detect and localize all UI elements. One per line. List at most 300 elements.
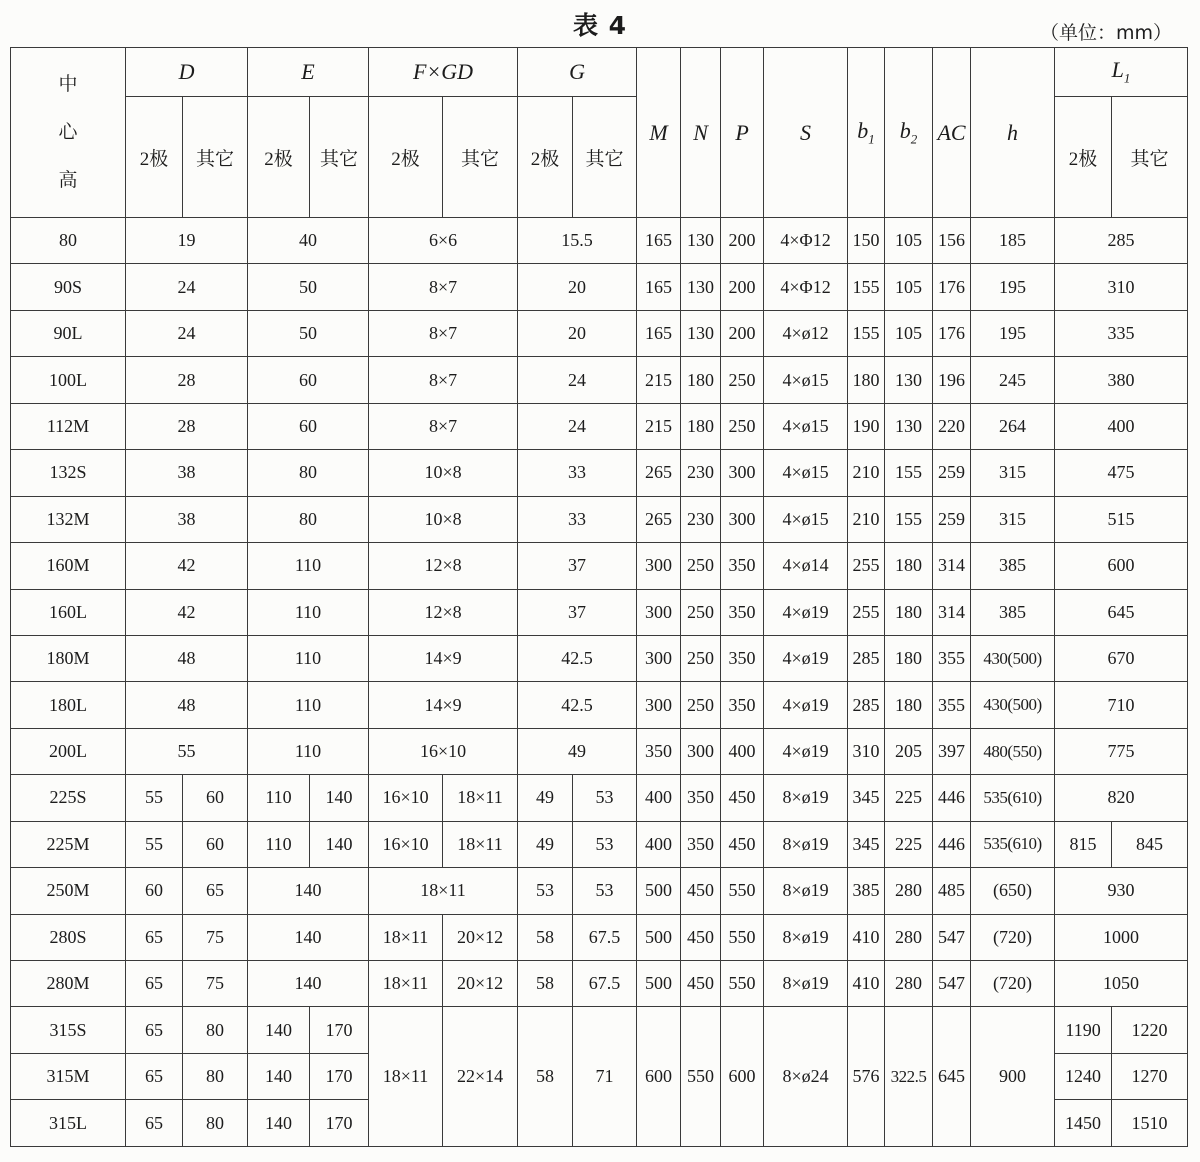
- cell-D-2pole: 55: [126, 821, 183, 867]
- cell-G-2pole: 53: [518, 868, 573, 914]
- cell-b1: 255: [848, 589, 885, 635]
- cell-N: 180: [681, 357, 721, 403]
- cell-P: 200: [721, 264, 764, 310]
- cell-L1: 670: [1055, 635, 1188, 681]
- cell-L1: 515: [1055, 496, 1188, 542]
- table-row: [11, 821, 1188, 867]
- cell-D-other: 60: [183, 821, 248, 867]
- cell-b2: 130: [885, 357, 933, 403]
- table-row: [11, 589, 1188, 635]
- cell-S: 4×ø15: [764, 403, 848, 449]
- header-b1: $b_1$: [848, 48, 885, 218]
- cell-N: 130: [681, 310, 721, 356]
- cell-height: 160L: [11, 589, 126, 635]
- cell-S: 4×Φ12: [764, 218, 848, 264]
- header-D-2pole: 2极: [126, 97, 183, 218]
- cell-E: 50: [248, 264, 369, 310]
- cell-P: 200: [721, 218, 764, 264]
- cell-N: 450: [681, 961, 721, 1007]
- cell-AC: 314: [933, 589, 971, 635]
- cell-h: 315: [971, 496, 1055, 542]
- cell-FGD: 10×8: [369, 496, 518, 542]
- cell-b1: 180: [848, 357, 885, 403]
- cell-M: 165: [637, 310, 681, 356]
- cell-b2: 225: [885, 821, 933, 867]
- cell-D: 42: [126, 543, 248, 589]
- header-G-other: 其它: [573, 97, 637, 218]
- cell-E-other: 170: [310, 1053, 369, 1099]
- cell-G: 15.5: [518, 218, 637, 264]
- table-row: [11, 543, 1188, 589]
- cell-N: 250: [681, 635, 721, 681]
- cell-AC: 156: [933, 218, 971, 264]
- cell-M: 165: [637, 264, 681, 310]
- cell-height: 90L: [11, 310, 126, 356]
- cell-FGD: 12×8: [369, 543, 518, 589]
- cell-E: 140: [248, 914, 369, 960]
- table-row: [11, 310, 1188, 356]
- cell-S: 4×Φ12: [764, 264, 848, 310]
- cell-N: 180: [681, 403, 721, 449]
- cell-D-other: 80: [183, 1007, 248, 1053]
- cell-b1: 155: [848, 264, 885, 310]
- cell-h: 315: [971, 450, 1055, 496]
- cell-E-2pole: 110: [248, 821, 310, 867]
- cell-L1: 285: [1055, 218, 1188, 264]
- cell-h: 430(500): [971, 682, 1055, 728]
- cell-D-other: 60: [183, 775, 248, 821]
- cell-E: 140: [248, 868, 369, 914]
- cell-b2: 280: [885, 868, 933, 914]
- cell-FGD-2pole: 18×11: [369, 1007, 443, 1147]
- cell-FGD: 8×7: [369, 403, 518, 449]
- cell-b2: 205: [885, 728, 933, 774]
- cell-D-2pole: 60: [126, 868, 183, 914]
- cell-P: 600: [721, 1007, 764, 1147]
- cell-P: 200: [721, 310, 764, 356]
- cell-E-other: 140: [310, 775, 369, 821]
- cell-FGD-2pole: 16×10: [369, 821, 443, 867]
- cell-S: 4×ø15: [764, 496, 848, 542]
- cell-E: 110: [248, 682, 369, 728]
- cell-h: 385: [971, 543, 1055, 589]
- cell-h: 185: [971, 218, 1055, 264]
- cell-h: 195: [971, 310, 1055, 356]
- cell-FGD-2pole: 18×11: [369, 961, 443, 1007]
- cell-D: 28: [126, 357, 248, 403]
- cell-S: 8×ø19: [764, 961, 848, 1007]
- cell-P: 450: [721, 775, 764, 821]
- cell-S: 4×ø14: [764, 543, 848, 589]
- header-h: h: [971, 48, 1055, 218]
- cell-D: 48: [126, 682, 248, 728]
- cell-G: 20: [518, 264, 637, 310]
- cell-b2: 105: [885, 218, 933, 264]
- cell-height: 112M: [11, 403, 126, 449]
- cell-L1: 600: [1055, 543, 1188, 589]
- cell-height: 180L: [11, 682, 126, 728]
- cell-P: 350: [721, 543, 764, 589]
- cell-P: 250: [721, 357, 764, 403]
- cell-height: 160M: [11, 543, 126, 589]
- cell-L1: 645: [1055, 589, 1188, 635]
- cell-S: 4×ø19: [764, 635, 848, 681]
- cell-N: 350: [681, 821, 721, 867]
- cell-L1-2pole: 815: [1055, 821, 1112, 867]
- cell-E-2pole: 140: [248, 1007, 310, 1053]
- cell-E: 140: [248, 961, 369, 1007]
- cell-G: 37: [518, 589, 637, 635]
- cell-L1-2pole: 1190: [1055, 1007, 1112, 1053]
- cell-G: 42.5: [518, 635, 637, 681]
- table-row: [11, 961, 1188, 1007]
- cell-S: 4×ø19: [764, 589, 848, 635]
- cell-E-2pole: 140: [248, 1053, 310, 1099]
- cell-D: 42: [126, 589, 248, 635]
- cell-M: 215: [637, 357, 681, 403]
- cell-E: 80: [248, 496, 369, 542]
- cell-h: 264: [971, 403, 1055, 449]
- cell-M: 300: [637, 543, 681, 589]
- cell-E: 40: [248, 218, 369, 264]
- cell-E-other: 170: [310, 1007, 369, 1053]
- cell-G-2pole: 58: [518, 1007, 573, 1147]
- header-AC: AC: [933, 48, 971, 218]
- cell-M: 300: [637, 682, 681, 728]
- cell-M: 300: [637, 635, 681, 681]
- cell-height: 280S: [11, 914, 126, 960]
- cell-b2: 155: [885, 450, 933, 496]
- cell-D: 24: [126, 310, 248, 356]
- cell-S: 8×ø24: [764, 1007, 848, 1147]
- cell-h: (650): [971, 868, 1055, 914]
- cell-b2: 105: [885, 310, 933, 356]
- cell-b2: 280: [885, 961, 933, 1007]
- cell-G-other: 53: [573, 821, 637, 867]
- cell-G: 37: [518, 543, 637, 589]
- cell-FGD: 8×7: [369, 310, 518, 356]
- cell-FGD-2pole: 18×11: [369, 914, 443, 960]
- cell-h: 195: [971, 264, 1055, 310]
- cell-P: 300: [721, 450, 764, 496]
- cell-FGD: 6×6: [369, 218, 518, 264]
- cell-E: 110: [248, 635, 369, 681]
- cell-N: 550: [681, 1007, 721, 1147]
- cell-h: 535(610): [971, 775, 1055, 821]
- cell-height: 80: [11, 218, 126, 264]
- cell-D-2pole: 65: [126, 1007, 183, 1053]
- cell-b2: 180: [885, 682, 933, 728]
- cell-L1: 820: [1055, 775, 1188, 821]
- cell-AC: 446: [933, 821, 971, 867]
- cell-L1: 310: [1055, 264, 1188, 310]
- cell-b2: 130: [885, 403, 933, 449]
- cell-P: 350: [721, 682, 764, 728]
- cell-AC: 397: [933, 728, 971, 774]
- cell-b1: 210: [848, 450, 885, 496]
- cell-N: 130: [681, 218, 721, 264]
- cell-E: 110: [248, 543, 369, 589]
- header-N: N: [681, 48, 721, 218]
- cell-height: 132M: [11, 496, 126, 542]
- cell-b2: 180: [885, 635, 933, 681]
- cell-P: 250: [721, 403, 764, 449]
- cell-M: 265: [637, 496, 681, 542]
- table-row: [11, 914, 1188, 960]
- cell-b1: 345: [848, 821, 885, 867]
- cell-h: (720): [971, 961, 1055, 1007]
- cell-AC: 446: [933, 775, 971, 821]
- cell-FGD-other: 20×12: [443, 961, 518, 1007]
- table-row: [11, 1007, 1188, 1053]
- cell-FGD: 18×11: [369, 868, 518, 914]
- header-G: G: [518, 48, 637, 97]
- cell-S: 4×ø15: [764, 357, 848, 403]
- cell-L1: 400: [1055, 403, 1188, 449]
- cell-E-other: 140: [310, 821, 369, 867]
- cell-FGD-other: 18×11: [443, 775, 518, 821]
- cell-L1: 710: [1055, 682, 1188, 728]
- header-FGD-2pole: 2极: [369, 97, 443, 218]
- cell-AC: 220: [933, 403, 971, 449]
- cell-h: 900: [971, 1007, 1055, 1147]
- cell-b1: 285: [848, 635, 885, 681]
- header-S: S: [764, 48, 848, 218]
- cell-M: 165: [637, 218, 681, 264]
- cell-M: 400: [637, 821, 681, 867]
- table-row: [11, 264, 1188, 310]
- cell-b2: 105: [885, 264, 933, 310]
- cell-P: 350: [721, 589, 764, 635]
- cell-height: 132S: [11, 450, 126, 496]
- header-L1-other: 其它: [1112, 97, 1188, 218]
- cell-G: 20: [518, 310, 637, 356]
- cell-h: 480(550): [971, 728, 1055, 774]
- cell-height: 250M: [11, 868, 126, 914]
- cell-G-other: 71: [573, 1007, 637, 1147]
- cell-M: 500: [637, 868, 681, 914]
- cell-b1: 410: [848, 961, 885, 1007]
- cell-height: 90S: [11, 264, 126, 310]
- cell-b1: 385: [848, 868, 885, 914]
- cell-FGD: 16×10: [369, 728, 518, 774]
- cell-AC: 259: [933, 496, 971, 542]
- cell-E: 110: [248, 589, 369, 635]
- cell-FGD: 10×8: [369, 450, 518, 496]
- cell-M: 215: [637, 403, 681, 449]
- cell-L1-other: 1220: [1112, 1007, 1188, 1053]
- table-row: [11, 357, 1188, 403]
- table-row: [11, 635, 1188, 681]
- header-FGD: F×GD: [369, 48, 518, 97]
- cell-L1-other: 845: [1112, 821, 1188, 867]
- cell-G: 33: [518, 450, 637, 496]
- cell-height: 315M: [11, 1053, 126, 1099]
- cell-height: 225M: [11, 821, 126, 867]
- cell-D: 28: [126, 403, 248, 449]
- table-header: [11, 48, 1188, 218]
- dimension-table: [10, 47, 1188, 1147]
- header-FGD-other: 其它: [443, 97, 518, 218]
- cell-S: 8×ø19: [764, 868, 848, 914]
- cell-height: 280M: [11, 961, 126, 1007]
- cell-b2: 155: [885, 496, 933, 542]
- cell-h: 385: [971, 589, 1055, 635]
- cell-M: 500: [637, 914, 681, 960]
- cell-G: 49: [518, 728, 637, 774]
- cell-b2: 322.5: [885, 1007, 933, 1147]
- header-E-2pole: 2极: [248, 97, 310, 218]
- cell-G-other: 53: [573, 868, 637, 914]
- cell-G: 33: [518, 496, 637, 542]
- cell-M: 400: [637, 775, 681, 821]
- cell-L1-other: 1270: [1112, 1053, 1188, 1099]
- cell-E-2pole: 110: [248, 775, 310, 821]
- center-height-header: 中 心 高: [11, 48, 126, 218]
- header-G-2pole: 2极: [518, 97, 573, 218]
- cell-D: 19: [126, 218, 248, 264]
- cell-G: 24: [518, 357, 637, 403]
- cell-S: 4×ø19: [764, 728, 848, 774]
- cell-FGD: 8×7: [369, 357, 518, 403]
- cell-AC: 314: [933, 543, 971, 589]
- cell-b2: 225: [885, 775, 933, 821]
- cell-AC: 355: [933, 635, 971, 681]
- table-title: 表 4: [572, 11, 628, 40]
- header-L1: $L_1$: [1055, 48, 1188, 97]
- cell-height: 225S: [11, 775, 126, 821]
- cell-h: 430(500): [971, 635, 1055, 681]
- cell-M: 265: [637, 450, 681, 496]
- cell-D: 24: [126, 264, 248, 310]
- cell-FGD-2pole: 16×10: [369, 775, 443, 821]
- cell-height: 315S: [11, 1007, 126, 1053]
- cell-AC: 645: [933, 1007, 971, 1147]
- unit-label: （单位：mm）: [1039, 22, 1172, 44]
- cell-b1: 190: [848, 403, 885, 449]
- cell-E: 60: [248, 357, 369, 403]
- cell-AC: 196: [933, 357, 971, 403]
- cell-b1: 210: [848, 496, 885, 542]
- cell-N: 230: [681, 450, 721, 496]
- table-row: [11, 868, 1188, 914]
- cell-D-other: 75: [183, 961, 248, 1007]
- cell-G: 42.5: [518, 682, 637, 728]
- cell-G-2pole: 58: [518, 914, 573, 960]
- table-row: [11, 775, 1188, 821]
- cell-height: 315L: [11, 1100, 126, 1147]
- cell-D-other: 80: [183, 1100, 248, 1147]
- cell-D-2pole: 65: [126, 1100, 183, 1147]
- header-E: E: [248, 48, 369, 97]
- cell-N: 250: [681, 589, 721, 635]
- cell-L1: 335: [1055, 310, 1188, 356]
- cell-E: 80: [248, 450, 369, 496]
- cell-G-2pole: 49: [518, 821, 573, 867]
- cell-b2: 180: [885, 589, 933, 635]
- header-D-other: 其它: [183, 97, 248, 218]
- table-row: [11, 496, 1188, 542]
- cell-S: 8×ø19: [764, 821, 848, 867]
- cell-G-2pole: 58: [518, 961, 573, 1007]
- table-row: [11, 682, 1188, 728]
- cell-AC: 485: [933, 868, 971, 914]
- cell-D-2pole: 55: [126, 775, 183, 821]
- cell-h: 245: [971, 357, 1055, 403]
- cell-P: 350: [721, 635, 764, 681]
- cell-L1-2pole: 1240: [1055, 1053, 1112, 1099]
- cell-L1: 1000: [1055, 914, 1188, 960]
- cell-D: 38: [126, 496, 248, 542]
- cell-P: 550: [721, 868, 764, 914]
- header-P: P: [721, 48, 764, 218]
- cell-G-2pole: 49: [518, 775, 573, 821]
- cell-AC: 355: [933, 682, 971, 728]
- cell-D-2pole: 65: [126, 961, 183, 1007]
- cell-b1: 310: [848, 728, 885, 774]
- cell-h: 535(610): [971, 821, 1055, 867]
- cell-P: 400: [721, 728, 764, 774]
- cell-AC: 259: [933, 450, 971, 496]
- cell-S: 4×ø12: [764, 310, 848, 356]
- cell-N: 350: [681, 775, 721, 821]
- header-E-other: 其它: [310, 97, 369, 218]
- cell-P: 300: [721, 496, 764, 542]
- cell-AC: 547: [933, 961, 971, 1007]
- header-D: D: [126, 48, 248, 97]
- cell-E-2pole: 140: [248, 1100, 310, 1147]
- table-row: [11, 450, 1188, 496]
- cell-FGD-other: 22×14: [443, 1007, 518, 1147]
- header-b2: $b_2$: [885, 48, 933, 218]
- cell-FGD-other: 20×12: [443, 914, 518, 960]
- cell-b2: 180: [885, 543, 933, 589]
- cell-L1: 475: [1055, 450, 1188, 496]
- cell-N: 300: [681, 728, 721, 774]
- cell-FGD: 14×9: [369, 682, 518, 728]
- cell-S: 8×ø19: [764, 914, 848, 960]
- cell-height: 180M: [11, 635, 126, 681]
- cell-P: 550: [721, 961, 764, 1007]
- cell-E: 50: [248, 310, 369, 356]
- cell-FGD: 14×9: [369, 635, 518, 681]
- cell-N: 450: [681, 914, 721, 960]
- cell-FGD: 8×7: [369, 264, 518, 310]
- cell-D-2pole: 65: [126, 914, 183, 960]
- cell-AC: 547: [933, 914, 971, 960]
- cell-h: (720): [971, 914, 1055, 960]
- cell-AC: 176: [933, 310, 971, 356]
- cell-height: 200L: [11, 728, 126, 774]
- cell-D-other: 80: [183, 1053, 248, 1099]
- cell-AC: 176: [933, 264, 971, 310]
- cell-b1: 285: [848, 682, 885, 728]
- cell-b1: 155: [848, 310, 885, 356]
- cell-S: 8×ø19: [764, 775, 848, 821]
- cell-N: 250: [681, 543, 721, 589]
- cell-S: 4×ø19: [764, 682, 848, 728]
- cell-D-other: 75: [183, 914, 248, 960]
- cell-P: 550: [721, 914, 764, 960]
- cell-G-other: 53: [573, 775, 637, 821]
- cell-L1-2pole: 1450: [1055, 1100, 1112, 1147]
- cell-D-2pole: 65: [126, 1053, 183, 1099]
- table-row: [11, 403, 1188, 449]
- cell-M: 350: [637, 728, 681, 774]
- cell-b1: 150: [848, 218, 885, 264]
- cell-N: 130: [681, 264, 721, 310]
- cell-b1: 345: [848, 775, 885, 821]
